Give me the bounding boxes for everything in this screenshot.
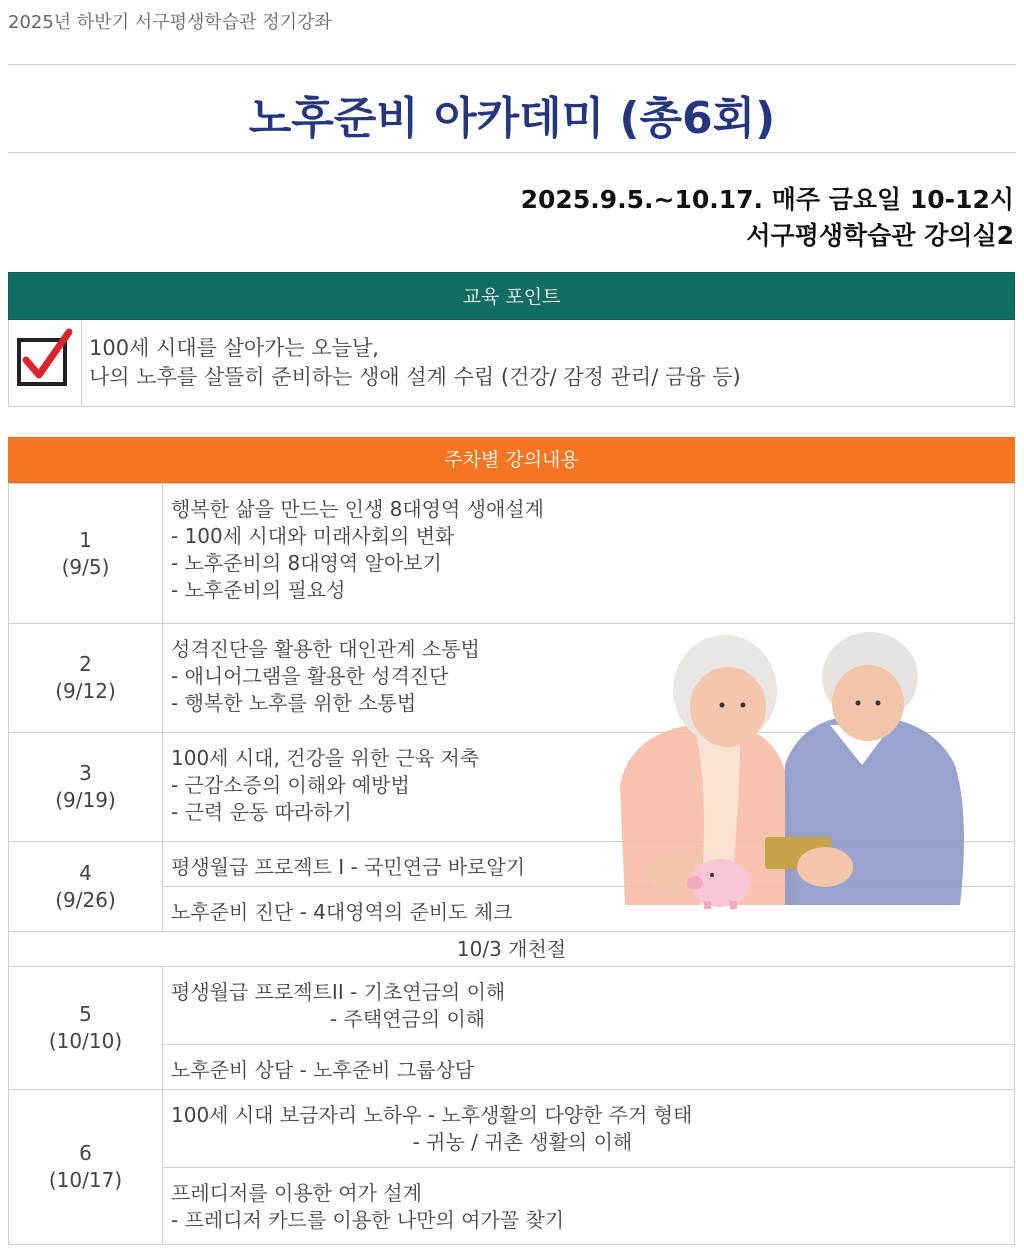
topic-cell	[163, 1045, 1015, 1090]
week-number: 1	[79, 527, 92, 552]
week-number: 3	[79, 761, 92, 785]
schedule-row	[9, 967, 1015, 1045]
topic-cell	[163, 1090, 1015, 1168]
week-date: (9/26)	[55, 887, 116, 912]
point-header: 교육 포인트	[8, 272, 1015, 320]
divider-title	[8, 152, 1016, 153]
topic-line: - 애니어그램을 활용한 성격진단	[171, 664, 449, 688]
topic-line: 노후준비 상담 - 노후준비 그룹상담	[171, 1058, 475, 1082]
place-info: 서구평생학습관 강의실2	[746, 221, 1014, 250]
checkbox-check-icon	[9, 320, 82, 406]
topic-line: 100세 시대, 건강을 위한 근육 저축	[171, 746, 480, 770]
week-date: (10/17)	[48, 1168, 123, 1192]
date-info: 2025.9.5.~10.17. 매주 금요일 10-12시	[520, 185, 1014, 214]
topic-line: - 근감소증의 이해와 예방법	[171, 773, 410, 797]
topic-line: 평생월급 프로젝트 I - 국민연금 바로알기	[171, 855, 526, 879]
schedule-header: 주차별 강의내용	[8, 437, 1015, 483]
schedule-row	[9, 1090, 1015, 1168]
schedule-row	[9, 484, 1015, 624]
week-number: 5	[79, 1002, 92, 1026]
topic-line: - 주택연금의 이해	[171, 1007, 486, 1031]
topic-line: - 귀농 / 귀촌 생활의 이해	[171, 1130, 633, 1154]
page-title: 노후준비 아카데미 (총6회)	[248, 93, 776, 144]
topic-line: 100세 시대 보금자리 노하우 - 노후생활의 다양한 주거 형태	[171, 1103, 693, 1127]
week-number: 4	[79, 860, 92, 885]
topic-line: 성격진단을 활용한 대인관계 소통법	[171, 637, 480, 661]
topic-line: - 행복한 노후를 위한 소통법	[171, 691, 417, 715]
point-line-2: 나의 노후를 살뜰히 준비하는 생애 설계 수립 (건강/ 감정 관리/ 금융 등)	[89, 365, 741, 389]
week-cell	[9, 733, 163, 842]
topic-line: - 근력 운동 따라하기	[171, 800, 352, 824]
week-number: 6	[79, 1141, 92, 1165]
point-line-1: 100세 시대를 살아가는 오늘날,	[89, 336, 379, 360]
topic-line: 노후준비 진단 - 4대영역의 준비도 체크	[171, 900, 513, 924]
week-cell	[9, 624, 163, 733]
week-cell	[9, 967, 163, 1090]
week-date: (9/12)	[55, 679, 116, 703]
week-cell	[9, 484, 163, 624]
holiday-label: 10/3 개천절	[9, 932, 1015, 967]
week-cell	[9, 1090, 163, 1245]
topic-line: - 프레디저 카드를 이용한 나만의 여가꼴 찾기	[171, 1208, 565, 1232]
topic-cell	[163, 1168, 1015, 1245]
organizer-label: 2025년 하반기 서구평생학습관 정기강좌	[8, 12, 332, 33]
week-cell	[9, 842, 163, 932]
topic-cell	[163, 967, 1015, 1045]
divider-top	[8, 64, 1016, 65]
topic-line: - 노후준비의 8대영역 알아보기	[171, 551, 442, 575]
point-text	[89, 334, 741, 392]
holiday-row	[9, 932, 1015, 967]
topic-line: 행복한 삶을 만드는 인생 8대영역 생애설계	[171, 497, 544, 521]
topic-cell	[163, 484, 1015, 624]
topic-line: 프레디저를 이용한 여가 설계	[171, 1181, 422, 1205]
topic-line: - 100세 시대와 미래사회의 변화	[171, 524, 455, 548]
week-number: 2	[79, 652, 92, 676]
topic-line: - 노후준비의 필요성	[171, 578, 346, 602]
point-box	[8, 320, 1015, 407]
elderly-couple-illustration	[600, 615, 980, 915]
topic-line: 평생월급 프로젝트II - 기초연금의 이해	[171, 980, 506, 1004]
week-date: (9/19)	[55, 788, 116, 812]
week-date: (10/10)	[48, 1029, 123, 1053]
week-date: (9/5)	[61, 554, 110, 579]
